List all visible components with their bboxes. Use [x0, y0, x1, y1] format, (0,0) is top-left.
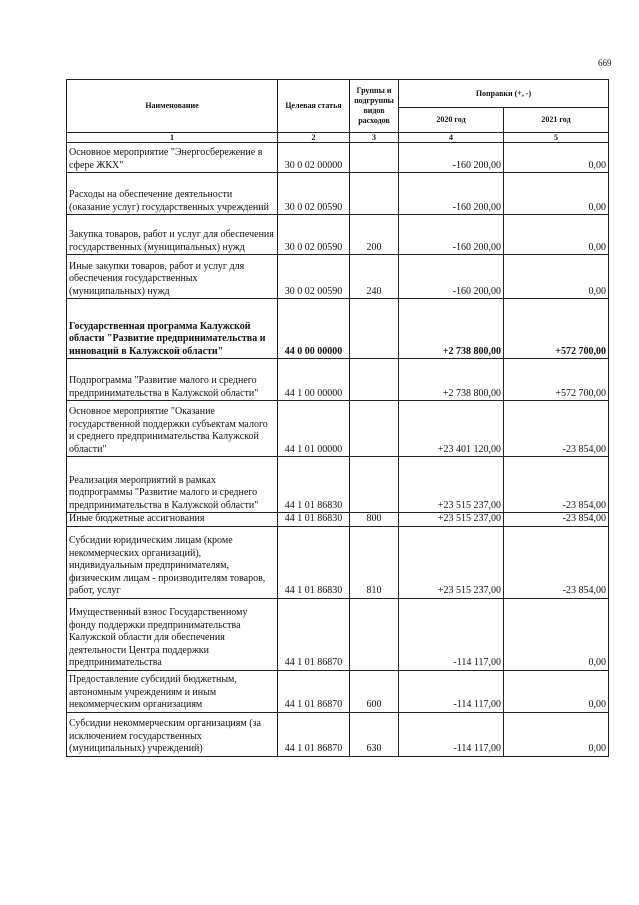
- row-expense-group-cell: 240: [350, 255, 399, 299]
- row-amount-2020-cell: +23 515 237,00: [399, 457, 504, 513]
- row-amount-2020-cell: -160 200,00: [399, 255, 504, 299]
- row-expense-group-cell: [350, 143, 399, 173]
- row-name-cell: Подпрограмма "Развитие малого и среднего предпринимательства в Калужской области": [67, 359, 278, 401]
- row-expense-group-cell: [350, 359, 399, 401]
- row-target-article-cell: 30 0 02 00590: [278, 215, 350, 255]
- row-name-cell: Имущественный взнос Государственному фонду поддержки предпринимательства Калужской области для обеспечения деятельности Центра поддержки предпринимательства: [67, 598, 278, 670]
- table-row: [67, 670, 609, 712]
- header-amendments: Поправки (+, -): [399, 80, 609, 108]
- table-row: [67, 457, 609, 513]
- row-amount-2021-cell: +572 700,00: [504, 299, 609, 359]
- table-row: [67, 215, 609, 255]
- row-amount-2020-cell: +2 738 800,00: [399, 359, 504, 401]
- row-expense-group-cell: 600: [350, 670, 399, 712]
- table-row: [67, 526, 609, 598]
- row-name-cell: Закупка товаров, работ и услуг для обеспечения государственных (муниципальных) нужд: [67, 215, 278, 255]
- table-body: [67, 143, 609, 757]
- row-amount-2020-cell: +23 515 237,00: [399, 526, 504, 598]
- header-expense-groups: Группы и подгруппы видов расходов: [350, 80, 399, 133]
- row-name-cell: Субсидии некоммерческим организациям (за исключением государственных (муниципальных) учреждений): [67, 712, 278, 756]
- row-amount-2021-cell: 0,00: [504, 670, 609, 712]
- row-amount-2021-cell: -23 854,00: [504, 457, 609, 513]
- header-year-2020: 2020 год: [399, 108, 504, 133]
- row-expense-group-cell: [350, 598, 399, 670]
- row-target-article-cell: 44 1 01 86830: [278, 457, 350, 513]
- row-expense-group-cell: 800: [350, 513, 399, 527]
- row-amount-2021-cell: -23 854,00: [504, 401, 609, 457]
- row-target-article-cell: 30 0 02 00000: [278, 143, 350, 173]
- row-target-article-cell: 30 0 02 00590: [278, 255, 350, 299]
- row-expense-group-cell: 630: [350, 712, 399, 756]
- row-amount-2020-cell: -114 117,00: [399, 598, 504, 670]
- table-row: [67, 359, 609, 401]
- row-target-article-cell: 44 1 01 86870: [278, 670, 350, 712]
- row-expense-group-cell: [350, 401, 399, 457]
- row-name-cell: Основное мероприятие "Энергосбережение в сфере ЖКХ": [67, 143, 278, 173]
- row-expense-group-cell: [350, 173, 399, 215]
- row-target-article-cell: 44 0 00 00000: [278, 299, 350, 359]
- table-row: [67, 712, 609, 756]
- table-row: [67, 401, 609, 457]
- row-amount-2020-cell: -114 117,00: [399, 670, 504, 712]
- row-expense-group-cell: 200: [350, 215, 399, 255]
- row-target-article-cell: 44 1 01 86870: [278, 712, 350, 756]
- row-name-cell: Предоставление субсидий бюджетным, автономным учреждениям и иным некоммерческим организациям: [67, 670, 278, 712]
- table-row: [67, 255, 609, 299]
- table-row: [67, 598, 609, 670]
- row-amount-2021-cell: 0,00: [504, 255, 609, 299]
- row-name-cell: Иные бюджетные ассигнования: [67, 513, 278, 527]
- row-amount-2020-cell: +23 515 237,00: [399, 513, 504, 527]
- row-name-cell: Государственная программа Калужской области "Развитие предпринимательства и инноваций в Калужской области": [67, 299, 278, 359]
- header-name: Наименование: [67, 80, 278, 133]
- row-amount-2021-cell: 0,00: [504, 712, 609, 756]
- row-target-article-cell: 44 1 00 00000: [278, 359, 350, 401]
- row-amount-2020-cell: -114 117,00: [399, 712, 504, 756]
- table-row: [67, 173, 609, 215]
- table-row: [67, 299, 609, 359]
- table-row: [67, 513, 609, 527]
- row-amount-2021-cell: 0,00: [504, 215, 609, 255]
- column-number: 5: [504, 133, 609, 143]
- row-target-article-cell: 44 1 01 00000: [278, 401, 350, 457]
- column-number: 1: [67, 133, 278, 143]
- row-amount-2020-cell: +23 401 120,00: [399, 401, 504, 457]
- row-amount-2020-cell: -160 200,00: [399, 173, 504, 215]
- row-name-cell: Расходы на обеспечение деятельности (оказание услуг) государственных учреждений: [67, 173, 278, 215]
- row-expense-group-cell: [350, 457, 399, 513]
- row-name-cell: Основное мероприятие "Оказание государственной поддержки субъектам малого и среднего предпринимательства Калужской области": [67, 401, 278, 457]
- row-amount-2021-cell: 0,00: [504, 143, 609, 173]
- header-year-2021: 2021 год: [504, 108, 609, 133]
- row-amount-2020-cell: +2 738 800,00: [399, 299, 504, 359]
- row-amount-2020-cell: -160 200,00: [399, 215, 504, 255]
- column-number: 4: [399, 133, 504, 143]
- table-row: [67, 143, 609, 173]
- row-name-cell: Субсидии юридическим лицам (кроме некоммерческих организаций), индивидуальным предпринимателям, физическим лицам - производителям товаров, работ, услуг: [67, 526, 278, 598]
- row-amount-2021-cell: 0,00: [504, 598, 609, 670]
- row-amount-2021-cell: -23 854,00: [504, 526, 609, 598]
- header-target-article: Целевая статья: [278, 80, 350, 133]
- row-name-cell: Иные закупки товаров, работ и услуг для обеспечения государственных (муниципальных) нужд: [67, 255, 278, 299]
- row-target-article-cell: 44 1 01 86870: [278, 598, 350, 670]
- row-target-article-cell: 44 1 01 86830: [278, 513, 350, 527]
- row-expense-group-cell: [350, 299, 399, 359]
- budget-amendments-table: [66, 79, 609, 757]
- row-target-article-cell: 30 0 02 00590: [278, 173, 350, 215]
- row-expense-group-cell: 810: [350, 526, 399, 598]
- column-number: 2: [278, 133, 350, 143]
- row-target-article-cell: 44 1 01 86830: [278, 526, 350, 598]
- column-number: 3: [350, 133, 399, 143]
- row-amount-2021-cell: +572 700,00: [504, 359, 609, 401]
- row-amount-2021-cell: -23 854,00: [504, 513, 609, 527]
- row-name-cell: Реализация мероприятий в рамках подпрограммы "Развитие малого и среднего предпринимательства в Калужской области": [67, 457, 278, 513]
- page-number: 669: [598, 58, 612, 68]
- row-amount-2021-cell: 0,00: [504, 173, 609, 215]
- row-amount-2020-cell: -160 200,00: [399, 143, 504, 173]
